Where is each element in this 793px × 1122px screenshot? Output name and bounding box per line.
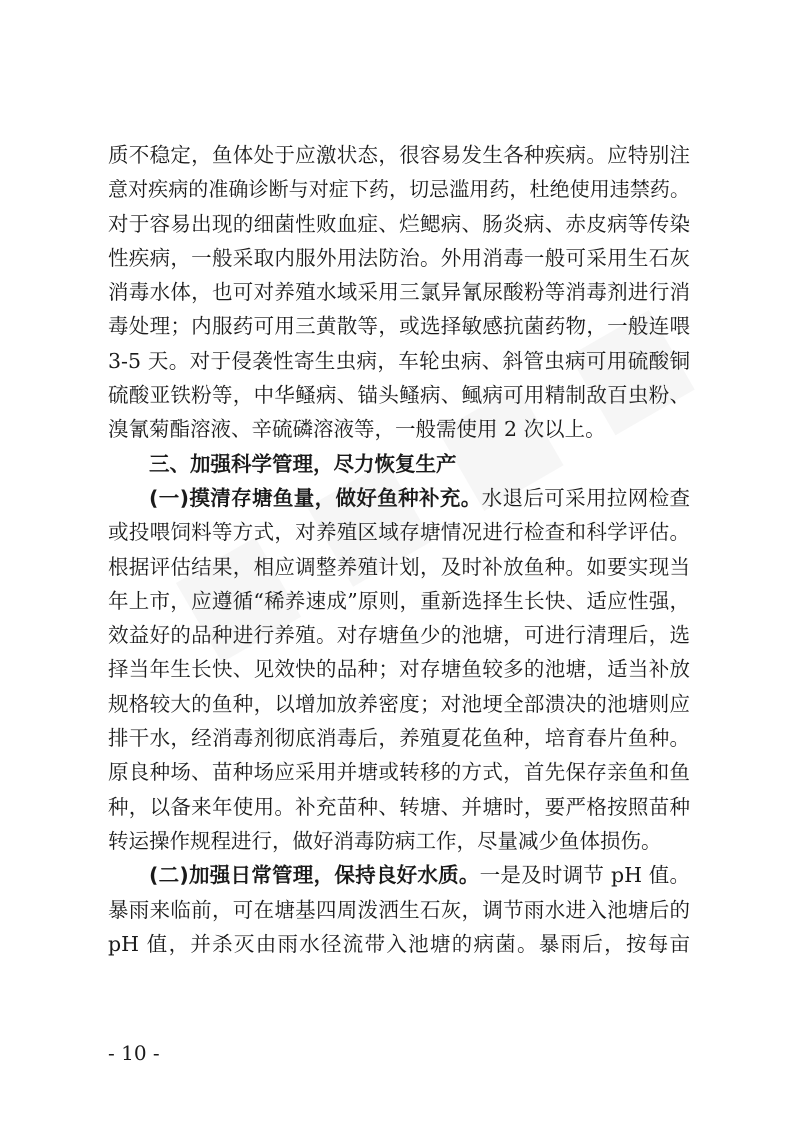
page-number: - 10 - [108, 1041, 160, 1065]
text-line: 性疾病，一般采取内服外用法防治。外用消毒一般可采用生石灰 [108, 245, 690, 270]
text-line: 溴氰菊酯溶液、辛硫磷溶液等，一般需使用 2 次以上。 [108, 417, 606, 442]
text-line: 转运操作规程进行，做好消毒防病工作，尽量减少鱼体损伤。 [108, 828, 662, 853]
paragraph-daily-management [108, 858, 690, 961]
text-line: 规格较大的鱼种，以增加放养密度；对池埂全部溃决的池塘则应 [108, 691, 690, 716]
text-line [108, 481, 690, 515]
text-line: 质不稳定，鱼体处于应激状态，很容易发生各种疾病。应特别注 [108, 143, 690, 167]
text-line: pH 值，并杀灭由雨水径流带入池塘的病菌。暴雨后，按每亩 [108, 931, 690, 956]
text-line: 消毒水体，也可对养殖水域采用三氯异氰尿酸粉等消毒剂进行消 [108, 280, 690, 305]
text-line: 暴雨来临前，可在塘基四周泼洒生石灰，调节雨水进入池塘后的 [108, 897, 690, 922]
text-line: 硫酸亚铁粉等，中华鳋病、锚头鳋病、鲺病可用精制敌百虫粉、 [108, 383, 690, 408]
text-line: 种，以备来年使用。补充苗种、转塘、并塘时，要严格按照苗种 [108, 794, 690, 819]
paragraph-disease-treatment [108, 138, 690, 447]
text-line: 排干水，经消毒剂彻底消毒后，养殖夏花鱼种，培育春片鱼种。 [108, 726, 690, 751]
text-line: 根据评估结果，相应调整养殖计划，及时补放鱼种。如要实现当 [108, 554, 690, 579]
text-line: 原良种场、苗种场应采用并塘或转移的方式，首先保存亲鱼和鱼 [108, 760, 690, 785]
text-line: 对于容易出现的细菌性败血症、烂鳃病、肠炎病、赤皮病等传染 [108, 211, 690, 236]
text-line: 效益好的品种进行养殖。对存塘鱼少的池塘，可进行清理后，选 [108, 623, 690, 648]
text-line: 择当年生长快、见效快的品种；对存塘鱼较多的池塘，适当补放 [108, 657, 690, 682]
paragraph-fish-stock [108, 481, 690, 858]
text-run: 一是及时调节 pH 值。 [479, 863, 690, 888]
text-run: 水退后可采用拉网检查 [481, 485, 690, 510]
text-line: 年上市，应遵循“稀养速成”原则，重新选择生长快、适应性强， [108, 588, 690, 613]
section-heading: 三、加强科学管理，尽力恢复生产 [149, 451, 457, 476]
text-line: 意对疾病的准确诊断与对症下药，切忌滥用药，杜绝使用违禁药。 [108, 177, 690, 202]
text-line: 或投喂饲料等方式，对养殖区域存塘情况进行检查和科学评估。 [108, 520, 690, 545]
document-body [108, 138, 690, 961]
subheading-lead: (二)加强日常管理，保持良好水质。 [149, 863, 480, 888]
text-line: 3-5 天。对于侵袭性寄生虫病，车轮虫病、斜管虫病可用硫酸铜 [108, 348, 690, 373]
text-line [108, 858, 690, 892]
subheading-lead: (一)摸清存塘鱼量，做好鱼种补充。 [149, 485, 482, 510]
text-line: 毒处理；内服药可用三黄散等，或选择敏感抗菌药物，一般连喂 [108, 314, 690, 339]
